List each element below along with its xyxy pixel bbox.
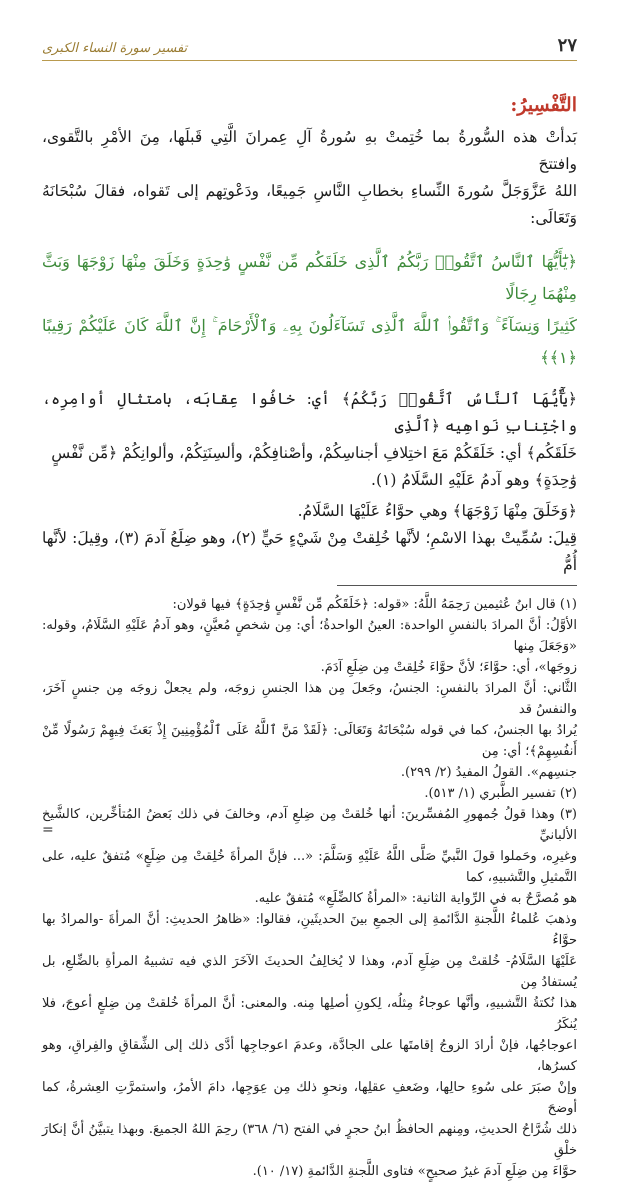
footnote-line: يُرادُ بها الجنسُ، كما في قوله سُبْحَانَهُ وَتَعَالَى: ﴿لَقَدْ مَنَّ ٱللَّهُ عَلَى ٱلْمُؤْمِنِينَ إِذْ بَعَثَ فِيهِمْ رَسُولًا مِّنْ أَنفُسِهِمْ﴾؛ أي: مِن bbox=[42, 723, 577, 759]
page-number: ٢٧ bbox=[557, 35, 577, 56]
footnote-line: وغيرِه، وحَملوا قولَ النَّبيِّ صَلَّى اللَّهُ عَلَيْهِ وَسَلَّمَ: «... فإنَّ المرأةَ خُلِقتْ مِن ضِلَعٍ» مُتفقٌ عليه، على التَّمثيلِ والتَّشبيهِ، كما bbox=[42, 849, 577, 885]
running-title: تفسير سورة النساء الكبرى bbox=[42, 41, 188, 56]
footnote-line: (٣) وهذا قولُ جُمهورِ المُفسِّرينَ: أنها خُلقتْ مِن ضِلعِ آدم، وخالفَ في ذلك بَعضُ المُتأخِّرين، كالشَّيخ الألبانيِّ bbox=[42, 807, 577, 843]
footnote-line: عَلَيْهَا السَّلَامُ- خُلقتْ مِن ضِلَعِ آدم، وهذا لا يُخالِفُ الحديثَ الآخَرَ الذي فيه تشبيهُ المرأةِ بالضِّلعِ، بل يُستفادُ مِن bbox=[42, 954, 577, 990]
commentary bbox=[42, 386, 577, 579]
footnote-line: وذهبَ عُلماءُ اللَّجنةِ الدَّائمةِ إلى الجمعِ بينَ الحديثَينِ، فقالوا: «ظاهرُ الحديثِ: أنَّ المرأةَ -والمرادُ بها حوَّاءُ bbox=[42, 912, 577, 948]
quran-verse bbox=[42, 246, 577, 374]
footnote-line: (٢) تفسير الطَّبري (١/ ٥١٣). bbox=[424, 786, 577, 801]
commentary-line: ﴿يَٰٓأَيُّهَا ٱلنَّاسُ ٱتَّقُوا۟ رَبَّكُمُ﴾ أي: خافُوا عِقابَه، بامتثالِ أوامِرِه، واجْتِنابِ نَواهِيه ﴿ٱلَّذِى bbox=[42, 390, 577, 435]
section-title: التَّفْسِيرُ: bbox=[510, 94, 577, 116]
footnote-divider bbox=[337, 585, 577, 586]
footnote-line: الأوَّلُ: أنَّ المرادَ بالنفسِ الواحدة: العينُ الواحدةُ؛ أي: مِن شخصٍ مُعيَّنٍ، وهو آدمُ عَلَيْهِ السَّلَامُ، وقوله: «وَجَعَلَ مِنها bbox=[42, 618, 577, 654]
footnote-line: زوجَها»، أي: حوَّاءَ؛ لأنَّ حوَّاءَ خُلِقتْ مِن ضِلَعِ آدَمَ. bbox=[320, 660, 577, 675]
footnote-line: جنسِهم». القولُ المفيدُ (٢/ ٢٩٩). bbox=[400, 765, 577, 780]
verse-line: كَثِيرًا وَنِسَآءً ۚ وَٱتَّقُوا۟ ٱللَّهَ ٱلَّذِى تَسَآءَلُونَ بِهِۦ وَٱلْأَرْحَامَ ۚ إِنَّ ٱللَّهَ كَانَ عَلَيْكُمْ رَقِيبًا ﴿١﴾﴾ bbox=[42, 316, 577, 367]
intro-paragraph bbox=[42, 124, 577, 232]
page-end-mark: = bbox=[42, 822, 54, 838]
footnote-line: ذلك شُرَّاحُ الحديثِ، ومِنهم الحافظُ ابنُ حجرٍ في الفتح (٦/ ٣٦٨) رحِمَ اللهُ الجميعَ. وبهذا يتبيَّنُ أنَّ إنكارَ خلْقِ bbox=[42, 1122, 577, 1158]
page-content bbox=[42, 94, 577, 1182]
commentary-line: قِيلَ: سُمِّيتْ بهذا الاسْمِ؛ لأنَّها خُلِقتْ مِنْ شَيْءٍ حَيٍّ (٢)، وهو ضِلَعُ آدمَ (٣)، وقِيلَ: لأنَّها أُمُّ bbox=[42, 529, 577, 574]
verse-line: ﴿يَٰٓأَيُّهَا ٱلنَّاسُ ٱتَّقُوا۟ رَبَّكُمُ ٱلَّذِى خَلَقَكُم مِّن نَّفْسٍ وَٰحِدَةٍ وَخَلَقَ مِنْهَا زَوْجَهَا وَبَثَّ مِنْهُمَا رِجَالًا bbox=[42, 252, 577, 303]
intro-line: بَدأتْ هذه السُّورةُ بما خُتِمتْ بهِ سُورةُ آلِ عِمرانَ الَّتِي قَبلَها، مِنَ الأمْرِ بالتَّقوى، وافتتحَ bbox=[42, 128, 577, 173]
commentary-line: خَلَقَكُم﴾ أي: خَلَقَكُمْ مَعَ اختِلافِ أجناسِكُمْ، وأصْنافِكُمْ، وألسِنَتِكُمْ، وألوانِكُمْ ﴿مِّن نَّفْسٍ bbox=[51, 444, 577, 462]
footnote-line: هذا نُكتةُ التَّشبيهِ، وأنَّها عوجاءُ مِثلُه، لِكونِ أصلِها مِنه. والمعنى: أنَّ المرأةَ خُلقتْ مِن ضِلعٍ أعوجَ، فلا يُنكَرُ bbox=[42, 996, 577, 1032]
footnote-line: وإنْ صبَرَ على سُوءِ حالِها، وضَعفِ عقلِها، ونحوِ ذلك مِن عِوَجِها، دامَ الأمرُ، واستمرَّتِ العِشرةُ، كما أوضحَ bbox=[42, 1080, 577, 1116]
footnote-line: (١) قال ابنُ عُثيمين رَحِمَهُ اللَّهُ: «قوله: ﴿خَلَقَكُم مِّن نَّفْسٍ وَٰحِدَةٍ﴾ فيها قولان: bbox=[172, 597, 577, 612]
footnote-line: حوَّاءَ مِن ضِلَعِ آدمَ غيرُ صحيحٍ» فتاوى اللَّجنةِ الدَّائمةِ (١٧/ ١٠). bbox=[252, 1164, 577, 1179]
commentary-line: ﴿وَخَلَقَ مِنْهَا زَوْجَهَا﴾ وهي حوَّاءُ عَلَيْهَا السَّلَامُ. bbox=[297, 502, 577, 520]
footnote-line: هو مُصرَّحٌ به في الرِّواية الثانية: «المرأةُ كالضِّلَعِ» مُتفقٌ عليه. bbox=[254, 891, 577, 906]
commentary-line: وَٰحِدَةٍ﴾ وهو آدمُ عَلَيْهِ السَّلَامُ (١). bbox=[371, 471, 577, 489]
intro-line: اللهُ عَزَّوَجَلَّ سُورةَ النِّساءِ بخطابِ النَّاسِ جَمِيعًا، ودَعْوتِهم إلى تَقواه، فقالَ سُبْحَانَهُ وَتَعَالَى: bbox=[42, 182, 577, 227]
footnotes bbox=[42, 594, 577, 1182]
footnote-line: اعوجاجُها، فإنْ أرادَ الزوجُ إقامتَها على الجادَّة، وعدمَ اعوجاجِها أدَّى ذلك إلى الشِّقاقِ والفِراقِ، وهو كسرُها، bbox=[42, 1038, 577, 1074]
footnote-line: الثَّاني: أنَّ المرادَ بالنفسِ: الجنسُ، وجَعلَ مِن هذا الجنسِ زوجَه، ولم يجعلْ زوجَه مِن جنسٍ آخَرَ، والنفسُ قد bbox=[42, 681, 577, 717]
page-header bbox=[42, 30, 577, 61]
